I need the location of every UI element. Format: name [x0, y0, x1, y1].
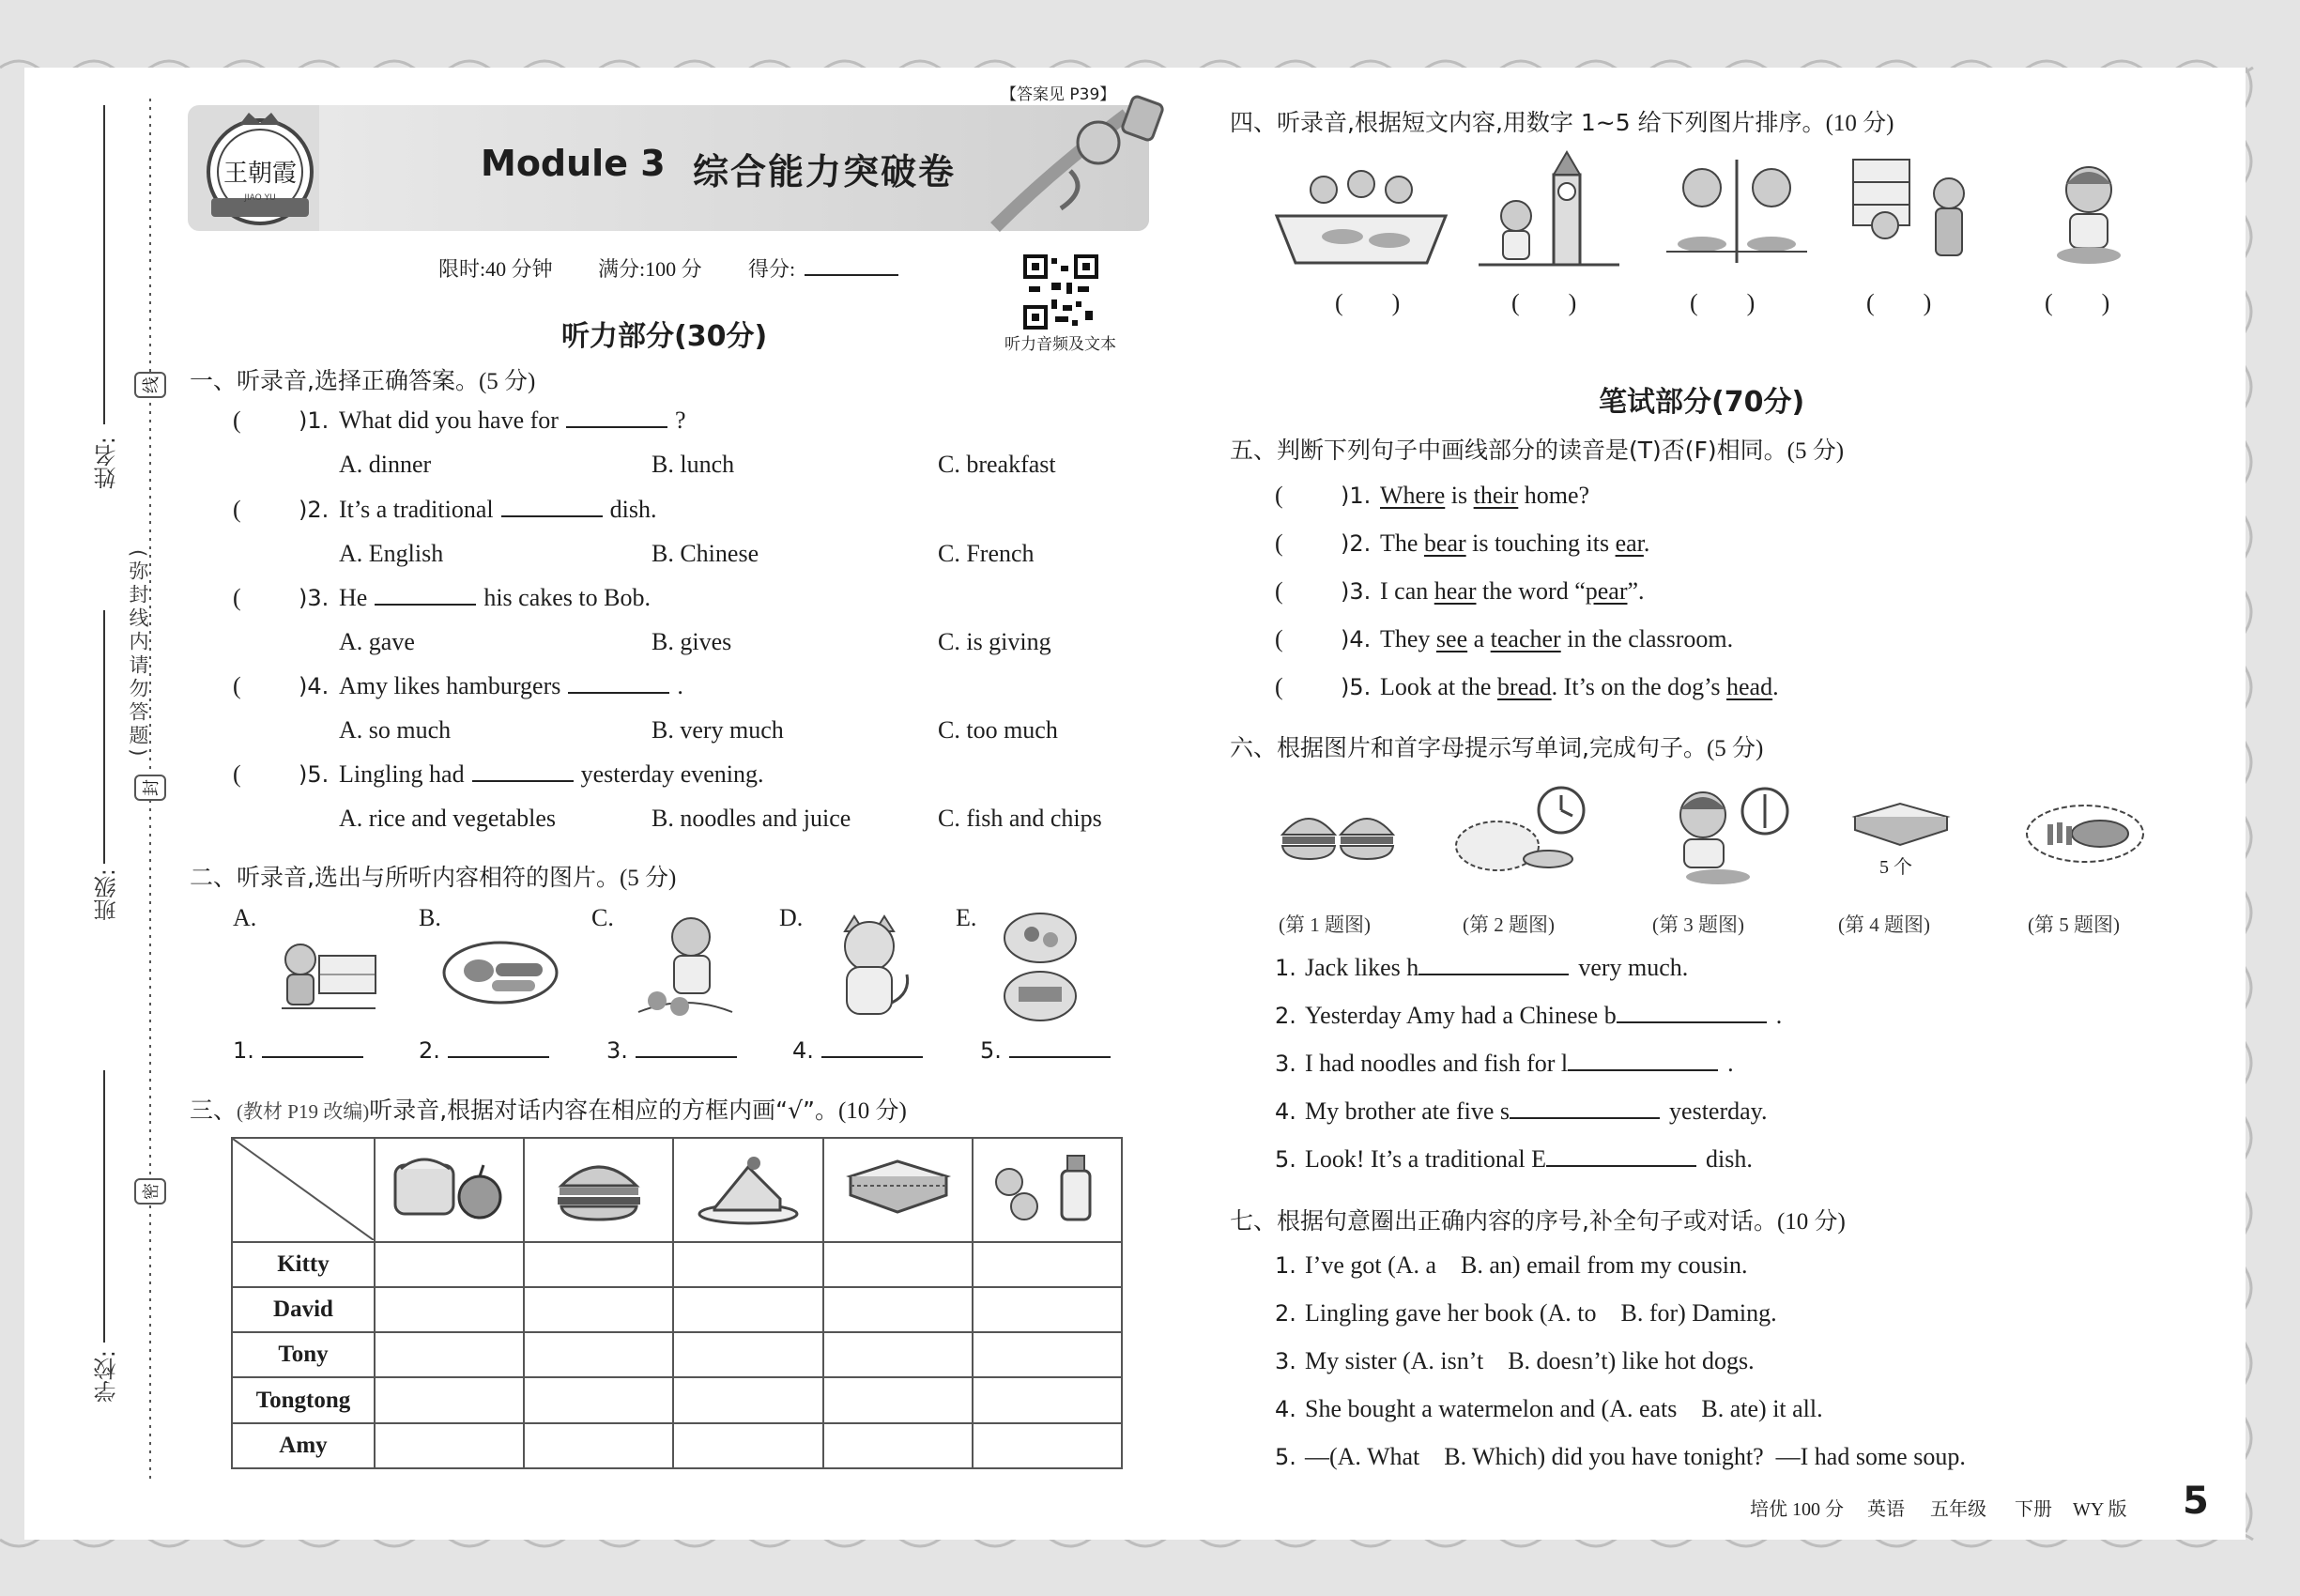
answer-number: 5.: [980, 1037, 1002, 1064]
question-text: [1380, 673, 1779, 701]
row-name: David: [232, 1287, 375, 1332]
question-stem: I had noodles and fish for l: [1305, 1050, 1569, 1077]
answer-number: 1.: [233, 1037, 254, 1064]
answer-slot: [419, 1037, 557, 1064]
question-text: [1380, 482, 1589, 510]
question-text: [1305, 954, 1688, 982]
sentence-part: the word “: [1476, 577, 1586, 605]
question-number: 1.: [1275, 955, 1296, 981]
question-number: 2.: [1275, 1003, 1296, 1029]
sentence-part: in the classroom.: [1560, 625, 1734, 652]
answer-blank[interactable]: [375, 585, 476, 606]
question-text: [339, 496, 656, 524]
question-tail: yesterday.: [1669, 1097, 1768, 1125]
option-a[interactable]: A. gave: [339, 628, 415, 655]
answer-blank[interactable]: [262, 1037, 363, 1058]
question-tail: dish.: [609, 496, 657, 523]
option-c[interactable]: C. breakfast: [938, 451, 1056, 478]
option-c[interactable]: C. too much: [938, 716, 1058, 744]
option-c[interactable]: C. is giving: [938, 628, 1051, 655]
answer-paren[interactable]: (: [1275, 482, 1283, 509]
seal-note: (弥封线内请勿答题): [127, 549, 149, 760]
section-6-heading: 六、根据图片和首字母提示写单词,完成句子。(5 分): [1230, 734, 1764, 761]
sandwich-picture: [823, 1138, 973, 1242]
answer-paren[interactable]: (: [1275, 577, 1283, 605]
table-row: [232, 1377, 1122, 1422]
tick-cell[interactable]: [375, 1423, 524, 1468]
line-marker: 线: [134, 372, 166, 398]
section-4-heading: 四、听录音,根据短文内容,用数字 1~5 给下列图片排序。(10 分): [1230, 109, 1894, 136]
picture-caption: (第 5 题图): [2028, 913, 2120, 936]
family-dinner-picture: [1267, 150, 1455, 272]
tick-cell[interactable]: [973, 1332, 1122, 1377]
footer-edition: WY 版: [2073, 1499, 2127, 1520]
sentence-part: ”.: [1627, 577, 1645, 605]
question-stem: It’s a traditional: [339, 496, 494, 523]
question-number: )4.: [1341, 626, 1372, 652]
tick-cell[interactable]: [673, 1242, 822, 1287]
picture-letter: D.: [779, 904, 804, 931]
picture-letter: E.: [956, 904, 977, 931]
question-stem: Yesterday Amy had a Chinese b: [1305, 1002, 1617, 1029]
answer-blank[interactable]: [636, 1037, 737, 1058]
answer-blank[interactable]: [472, 761, 574, 782]
answer-paren[interactable]: (: [233, 496, 241, 523]
section-1-heading: 一、听录音,选择正确答案。(5 分): [190, 367, 536, 394]
question-stem: Look! It’s a traditional E: [1305, 1145, 1547, 1173]
underlined-word: Where: [1380, 482, 1446, 509]
score-field[interactable]: [805, 274, 898, 276]
sentence-part: home?: [1518, 482, 1590, 509]
option-c[interactable]: C. fish and chips: [938, 805, 1102, 832]
row-name: Tony: [232, 1332, 375, 1377]
breakfast-clock-picture: [1450, 784, 1591, 878]
cake-picture: [673, 1138, 822, 1242]
question-text[interactable]: I’ve got (A. a B. an) email from my cousin.: [1305, 1251, 1748, 1279]
big-ben-picture: [1479, 150, 1619, 272]
sentence-part: I can: [1380, 577, 1434, 605]
sentence-part: The: [1380, 529, 1424, 557]
picture-caption: (第 4 题图): [1838, 913, 1930, 936]
class-field-line[interactable]: [101, 610, 107, 864]
tick-cell[interactable]: [375, 1377, 524, 1422]
footer-volume: 下册: [2015, 1499, 2052, 1520]
answer-paren[interactable]: (: [1275, 625, 1283, 652]
sentence-part: a: [1467, 625, 1491, 652]
answer-paren[interactable]: (: [233, 584, 241, 611]
order-answer-bracket[interactable]: ( ): [1690, 289, 1756, 316]
tick-cell[interactable]: [524, 1377, 673, 1422]
question-text[interactable]: —(A. What B. Which) did you have tonight? —I had some soup.: [1305, 1443, 1966, 1470]
answer-blank[interactable]: [1418, 955, 1569, 975]
qr-caption: 听力音频及文本: [1004, 335, 1116, 353]
tick-cell[interactable]: [823, 1287, 973, 1332]
answer-blank[interactable]: [448, 1037, 549, 1058]
question-text: [1380, 625, 1733, 653]
writing-title: 笔试部分(70分): [1599, 386, 1805, 419]
section-2-heading: 二、听录音,选出与所听内容相符的图片。(5 分): [190, 864, 677, 891]
answer-paren[interactable]: (: [1275, 673, 1283, 700]
answer-reference: 【答案见 P39】: [1001, 85, 1116, 104]
footer-grade: 五年级: [1930, 1499, 1986, 1520]
answer-number: 3.: [606, 1037, 628, 1064]
sentence-part: .: [1643, 529, 1650, 557]
option-b[interactable]: B. very much: [652, 716, 784, 744]
tick-cell[interactable]: [973, 1423, 1122, 1468]
question-number: )1.: [1341, 483, 1372, 509]
tick-cell[interactable]: [673, 1332, 822, 1377]
table-row: [232, 1287, 1122, 1332]
bread-apple-picture: [375, 1138, 524, 1242]
question-text: [339, 584, 651, 612]
question-number: )5.: [299, 761, 330, 788]
boy-eating-picture: [620, 909, 742, 1026]
table-row: [232, 1423, 1122, 1468]
question-stem: He: [339, 584, 368, 611]
underlined-word: teacher: [1490, 625, 1561, 652]
hamburger-picture: [524, 1138, 673, 1242]
answer-blank[interactable]: [1617, 1003, 1767, 1023]
row-name: Tongtong: [232, 1377, 375, 1422]
school-label: 学校:: [94, 1350, 120, 1404]
tick-cell[interactable]: [673, 1377, 822, 1422]
tick-cell[interactable]: [973, 1377, 1122, 1422]
question-number: 3.: [1275, 1348, 1296, 1374]
full-score: 满分:100 分: [598, 257, 702, 281]
question-number: 2.: [1275, 1300, 1296, 1327]
section-7-heading: 七、根据句意圈出正确内容的序号,补全句子或对话。(10 分): [1230, 1207, 1846, 1235]
section-3-heading: 三、(教材 P19 改编)听录音,根据对话内容在相应的方框内画“√”。(10 分): [190, 1097, 907, 1124]
option-b[interactable]: B. gives: [652, 628, 732, 655]
school-field-line[interactable]: [101, 1070, 107, 1343]
question-text: [1305, 1145, 1753, 1174]
page-number: 5: [2183, 1480, 2209, 1523]
answer-blank[interactable]: [566, 407, 667, 428]
option-a[interactable]: A. dinner: [339, 451, 432, 478]
question-text: [1305, 1097, 1767, 1126]
picture-letter: B.: [419, 904, 441, 931]
question-text: [1305, 1050, 1734, 1078]
footer-book: 培优 100 分: [1750, 1499, 1844, 1520]
class-label: 班级:: [94, 868, 120, 922]
row-name: Amy: [232, 1423, 375, 1468]
answer-paren[interactable]: (: [233, 760, 241, 788]
table-row: [232, 1332, 1122, 1377]
question-tail: .: [677, 672, 683, 699]
table-row: [232, 1242, 1122, 1287]
tick-table: [231, 1137, 1123, 1469]
sentence-part: is: [1445, 482, 1474, 509]
question-tail: dish.: [1706, 1145, 1753, 1173]
table-header-row: [232, 1138, 1122, 1242]
cookies-milk-picture: [973, 1138, 1122, 1242]
count-label: 5 个: [1879, 857, 1912, 878]
fish-and-chips-picture: [2023, 796, 2150, 871]
option-c[interactable]: C. French: [938, 540, 1035, 567]
computer-boy-picture: [263, 918, 385, 1026]
question-stem: Amy likes hamburgers: [339, 672, 561, 699]
tick-cell[interactable]: [524, 1423, 673, 1468]
tick-cell[interactable]: [524, 1332, 673, 1377]
publisher-logo: [202, 108, 319, 228]
tick-cell[interactable]: [524, 1242, 673, 1287]
question-number: 5.: [1275, 1444, 1296, 1470]
question-stem: What did you have for: [339, 407, 559, 434]
option-a[interactable]: A. rice and vegetables: [339, 805, 557, 832]
question-stem: My brother ate five s: [1305, 1097, 1510, 1125]
answer-paren[interactable]: (: [233, 407, 241, 434]
question-number: )5.: [1341, 674, 1372, 700]
question-text: [1380, 529, 1649, 558]
bind-marker: 密: [134, 1178, 166, 1205]
question-tail: .: [1775, 1002, 1783, 1029]
question-tail: ?: [674, 407, 686, 434]
hamburgers-picture: [1277, 793, 1399, 878]
section-5-heading: 五、判断下列句子中画线部分的读音是(T)否(F)相同。(5 分): [1230, 437, 1845, 464]
tick-cell[interactable]: [375, 1332, 524, 1377]
row-name: Kitty: [232, 1242, 375, 1287]
question-number: )2.: [299, 497, 330, 523]
question-number: )3.: [299, 585, 330, 611]
question-text: [1380, 577, 1645, 606]
order-answer-bracket[interactable]: ( ): [2045, 289, 2110, 316]
answer-slot: [233, 1037, 371, 1064]
picture-letter: C.: [591, 904, 614, 931]
picture-caption: (第 1 题图): [1279, 913, 1371, 936]
order-answer-bracket[interactable]: ( ): [1335, 289, 1401, 316]
question-text: [339, 760, 764, 789]
score-label: 得分:: [748, 257, 796, 281]
question-text: [339, 672, 683, 700]
answer-blank[interactable]: [568, 673, 669, 694]
tick-cell[interactable]: [823, 1423, 973, 1468]
picture-caption: (第 2 题图): [1463, 913, 1555, 936]
question-text[interactable]: My sister (A. isn’t B. doesn’t) like hot dogs.: [1305, 1347, 1755, 1374]
question-stem: Lingling had: [339, 760, 465, 788]
paper-title: 综合能力突破卷: [693, 151, 957, 192]
question-number: )3.: [1341, 578, 1372, 605]
answer-number: 2.: [419, 1037, 440, 1064]
answer-paren[interactable]: (: [233, 672, 241, 699]
seal-marker: 封: [134, 775, 166, 801]
tick-cell[interactable]: [823, 1332, 973, 1377]
tick-cell[interactable]: [375, 1287, 524, 1332]
question-text[interactable]: She bought a watermelon and (A. eats B. ate) it all.: [1305, 1395, 1823, 1422]
sandwich-picture-2: [1849, 798, 1953, 854]
option-a[interactable]: A. so much: [339, 716, 452, 744]
tick-cell[interactable]: [823, 1377, 973, 1422]
answer-blank[interactable]: [1568, 1051, 1718, 1071]
tick-cell[interactable]: [823, 1242, 973, 1287]
diagonal-cell: [232, 1138, 375, 1242]
answer-number: 4.: [792, 1037, 814, 1064]
answer-blank[interactable]: [821, 1037, 923, 1058]
question-tail: his cakes to Bob.: [483, 584, 651, 611]
underlined-word: their: [1473, 482, 1519, 509]
question-number: 5.: [1275, 1146, 1296, 1173]
listening-title: 听力部分(30分): [561, 320, 768, 353]
qr-code[interactable]: [1023, 254, 1098, 330]
question-number: 1.: [1275, 1252, 1296, 1279]
answer-slot: [792, 1037, 930, 1064]
answer-blank[interactable]: [501, 497, 603, 517]
answer-paren[interactable]: (: [1275, 529, 1283, 557]
cat-picture: [817, 909, 920, 1026]
sentence-part: Look at the: [1380, 673, 1497, 700]
picture-caption: (第 3 题图): [1652, 913, 1744, 936]
name-label: 姓名:: [94, 437, 120, 490]
tick-cell[interactable]: [973, 1287, 1122, 1332]
question-tail: very much.: [1578, 954, 1689, 981]
module-title: Module 3: [481, 143, 666, 184]
logo-text: 王朝霞: [222, 160, 298, 188]
answer-slot: [980, 1037, 1118, 1064]
underlined-word: bear: [1423, 529, 1466, 557]
girl-lunch-clock-picture: [1662, 781, 1793, 889]
tick-cell[interactable]: [375, 1242, 524, 1287]
footer-subject: 英语: [1867, 1499, 1905, 1520]
question-number: 4.: [1275, 1396, 1296, 1422]
name-field-line[interactable]: [101, 105, 107, 424]
two-kids-eating-picture: [1666, 150, 1807, 272]
question-number: )1.: [299, 407, 330, 434]
order-answer-bracket[interactable]: ( ): [1866, 289, 1932, 316]
shopping-picture: [1848, 150, 1988, 272]
underlined-word: see: [1435, 625, 1468, 652]
answer-blank[interactable]: [1009, 1037, 1111, 1058]
sentence-part: They: [1380, 625, 1436, 652]
sentence-part: . It’s on the dog’s: [1551, 673, 1727, 700]
option-b[interactable]: B. lunch: [652, 451, 735, 478]
picture-letter: A.: [233, 904, 257, 931]
answer-blank[interactable]: [1510, 1098, 1660, 1119]
tick-cell[interactable]: [973, 1242, 1122, 1287]
question-number: )4.: [299, 673, 330, 699]
question-text: [339, 407, 685, 435]
logo-sub: JIAO YU: [244, 193, 276, 203]
question-number: 3.: [1275, 1051, 1296, 1077]
question-text: [1305, 1002, 1782, 1030]
order-answer-bracket[interactable]: ( ): [1511, 289, 1577, 316]
option-b[interactable]: B. Chinese: [652, 540, 759, 567]
tick-cell[interactable]: [673, 1287, 822, 1332]
question-number: )2.: [1341, 530, 1372, 557]
girl-eating-picture: [2032, 150, 2145, 272]
rocket-kid-illustration: [986, 86, 1173, 237]
underlined-word: head: [1726, 673, 1773, 700]
underlined-word: bread: [1496, 673, 1552, 700]
question-tail: .: [1727, 1050, 1734, 1077]
underlined-word: ear: [1615, 529, 1644, 557]
time-limit: 限时:40 分钟: [438, 257, 553, 281]
sausages-picture: [439, 928, 561, 1017]
underlined-word: hear: [1434, 577, 1477, 605]
noodles-dishes-picture: [998, 904, 1082, 1031]
underlined-word: pear: [1585, 577, 1628, 605]
question-tail: yesterday evening.: [580, 760, 764, 788]
question-text[interactable]: Lingling gave her book (A. to B. for) Daming.: [1305, 1299, 1777, 1327]
option-a[interactable]: A. English: [339, 540, 444, 567]
option-b[interactable]: B. noodles and juice: [652, 805, 851, 832]
question-number: 4.: [1275, 1098, 1296, 1125]
tick-cell[interactable]: [673, 1423, 822, 1468]
sentence-part: .: [1772, 673, 1779, 700]
question-stem: Jack likes h: [1305, 954, 1419, 981]
sentence-part: is touching its: [1465, 529, 1616, 557]
tick-cell[interactable]: [524, 1287, 673, 1332]
answer-blank[interactable]: [1546, 1146, 1696, 1167]
answer-slot: [606, 1037, 744, 1064]
